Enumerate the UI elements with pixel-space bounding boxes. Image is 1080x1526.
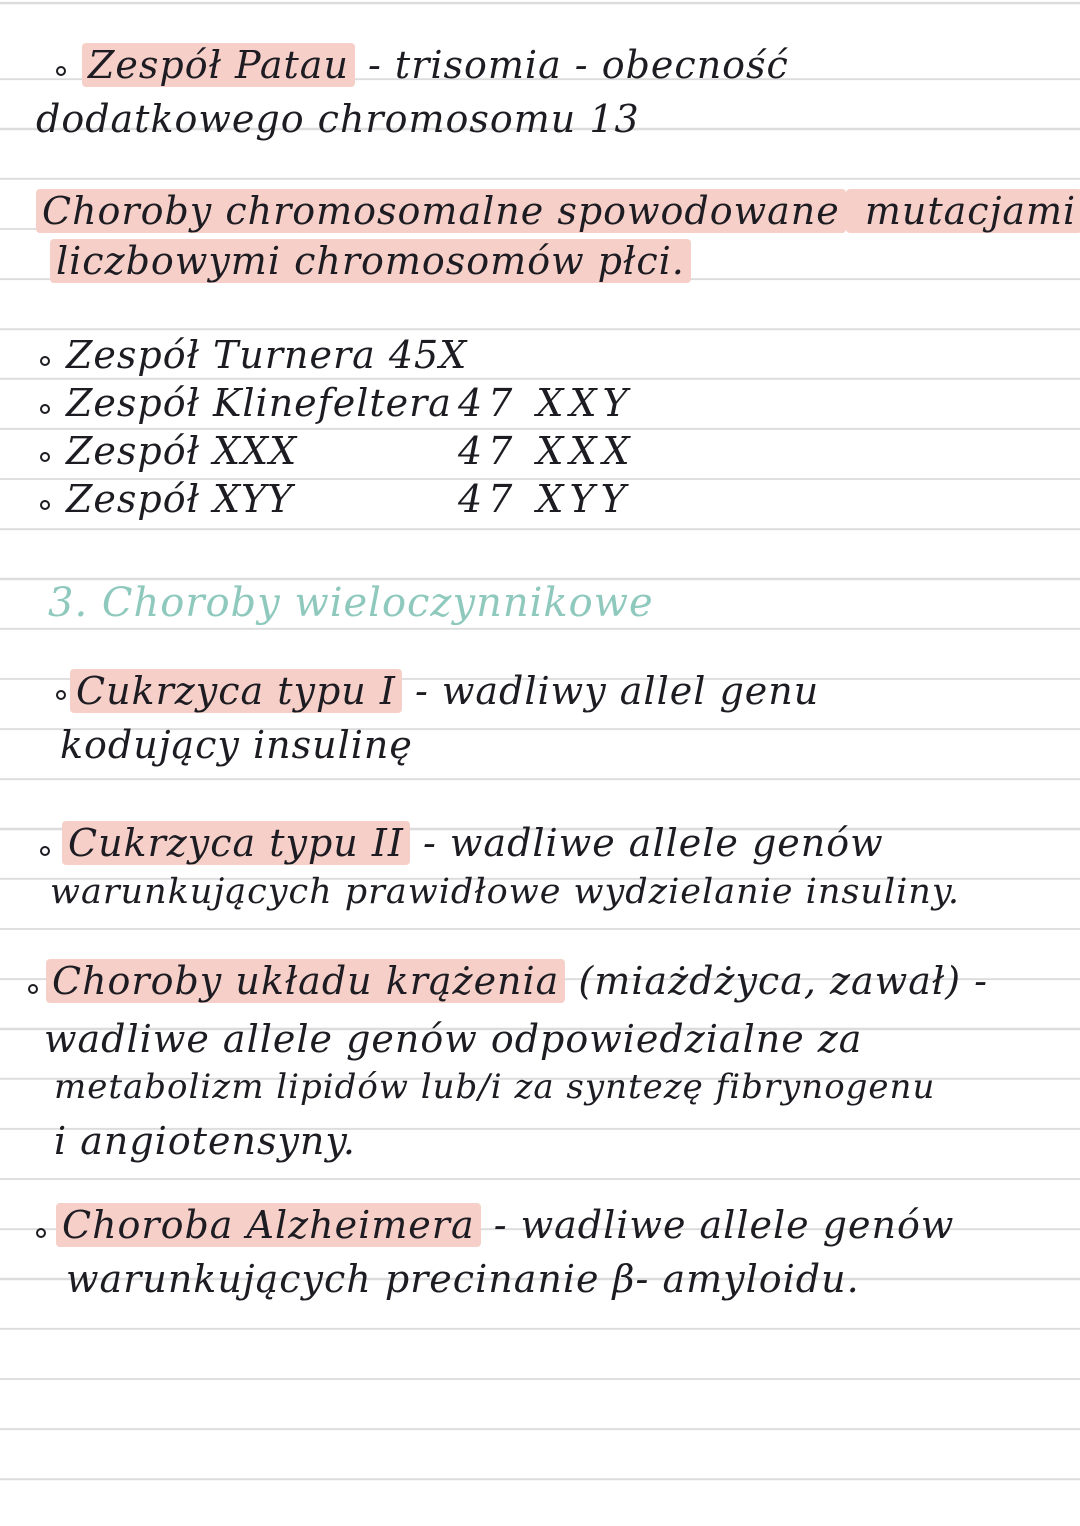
bullet-icon — [40, 404, 50, 414]
diabetes2-line-1: Cukrzyca typu II - wadliwe allele genów — [62, 822, 884, 866]
diabetes1-line-2: kodujący insulinę — [60, 723, 413, 767]
bullet-icon — [28, 984, 38, 994]
patau-definition: - trisomia - obecność — [354, 43, 789, 87]
karyotype-2: 47 XXY — [458, 381, 634, 425]
sex-chrom-heading-line-2 — [50, 240, 691, 284]
diabetes1-term: Cukrzyca typu I — [70, 669, 402, 713]
sex-chrom-heading-c: liczbowymi chromosomów płci. — [50, 239, 691, 283]
diabetes1-line-1: Cukrzyca typu I - wadliwy allel genu — [70, 670, 819, 714]
alzheimer-line-1: Choroba Alzheimera - wadliwe allele genów — [56, 1204, 954, 1248]
bullet-icon — [40, 500, 50, 510]
karyotype-4: 47 XYY — [458, 477, 632, 521]
sex-chrom-item-1: Zespół Turnera 45X — [66, 333, 468, 377]
circulatory-line-1: Choroby układu krążenia (miażdżyca, zawał) - — [46, 960, 988, 1004]
patau-term: Zespół Patau — [82, 43, 355, 87]
sex-chrom-item-2: Zespół Klinefeltera — [66, 381, 452, 425]
bullet-icon — [40, 846, 50, 856]
sex-chrom-heading-b: mutacjami — [846, 189, 1080, 233]
alzheimer-line-2: warunkujących precinanie β- amyloidu. — [66, 1257, 860, 1301]
bullet-icon — [36, 1228, 46, 1238]
diabetes2-line-2: warunkujących prawidłowe wydzielanie insuliny. — [50, 872, 961, 912]
diabetes2-term: Cukrzyca typu II — [62, 821, 410, 865]
patau-line-2 — [36, 98, 640, 142]
bullet-icon — [40, 356, 50, 366]
sex-chrom-heading-a: Choroby chromosomalne spowodowane — [36, 189, 846, 233]
circulatory-term: Choroby układu krążenia — [46, 959, 565, 1003]
alzheimer-term: Choroba Alzheimera — [56, 1203, 481, 1247]
sex-chrom-heading-line-1 — [36, 190, 1080, 234]
bullet-icon — [40, 452, 50, 462]
patau-definition-cont: dodatkowego chromosomu 13 — [36, 97, 640, 141]
sex-chrom-item-3: Zespół XXX — [66, 429, 298, 473]
circulatory-line-2: wadliwe allele genów odpowiedzialne za — [44, 1017, 863, 1061]
karyotype-3: 47 XXX — [458, 429, 636, 473]
patau-line-1 — [82, 44, 789, 88]
bullet-icon — [56, 690, 66, 700]
circulatory-line-4: i angiotensyny. — [54, 1119, 356, 1163]
circulatory-line-3: metabolizm lipidów lub/i za syntezę fibrynogenu — [54, 1067, 936, 1107]
multifactorial-heading: 3. Choroby wieloczynnikowe — [48, 580, 654, 626]
sex-chrom-item-4: Zespół XYY — [66, 477, 294, 521]
bullet-icon — [56, 66, 66, 76]
